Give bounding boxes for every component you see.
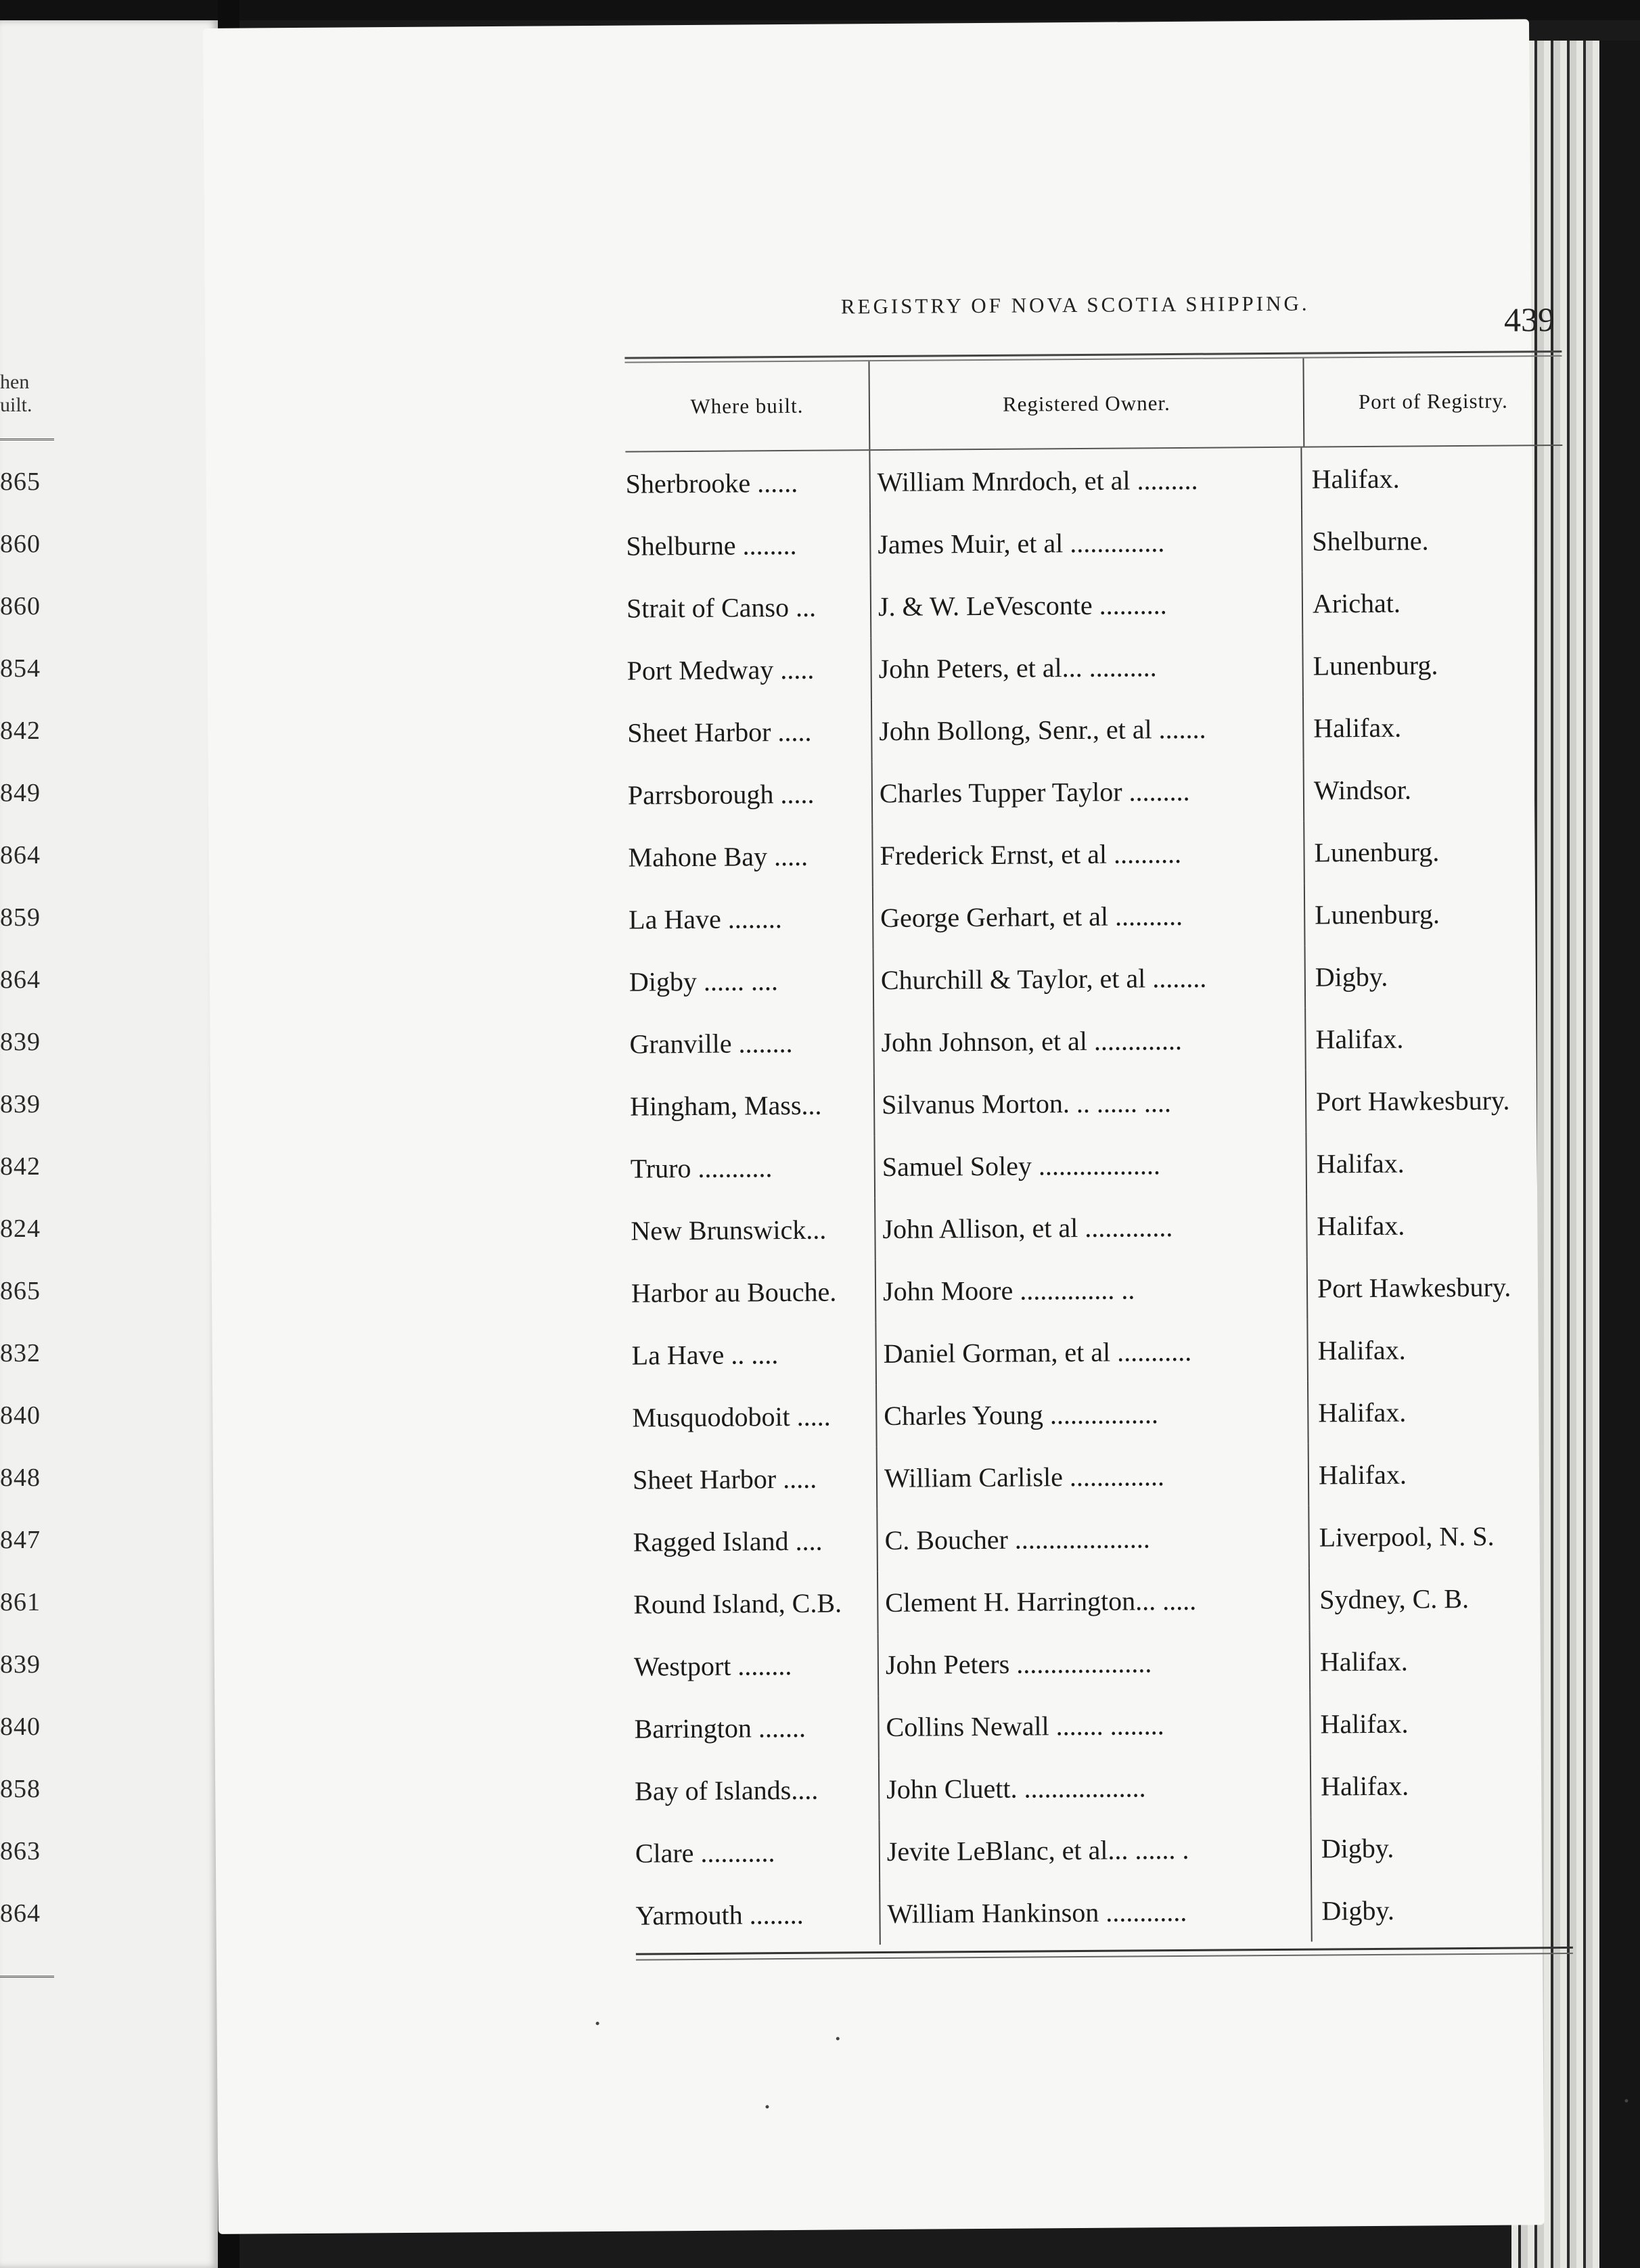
left-year-fragment: 864 — [0, 1899, 41, 1928]
cell-registered-owner: Charles Young ................ — [875, 1382, 1309, 1447]
cell-port-of-registry: Windsor. — [1313, 774, 1412, 806]
table-row — [633, 1442, 1570, 1511]
left-header-line: hen — [0, 371, 30, 393]
table-row — [633, 1566, 1571, 1635]
table-row — [634, 1629, 1572, 1698]
cell-port-of-registry: Halifax. — [1317, 1334, 1406, 1366]
left-header-fragment — [0, 371, 32, 417]
left-year-fragment: 842 — [0, 1152, 41, 1181]
cell-registered-owner: John Moore .............. .. — [875, 1257, 1308, 1322]
cell-registered-owner: Daniel Gorman, et al ........... — [875, 1319, 1308, 1384]
cell-registered-owner: John Cluett. .................. — [878, 1755, 1312, 1820]
cell-port-of-registry: Halifax. — [1320, 1708, 1409, 1740]
table-row — [628, 757, 1566, 826]
cell-registered-owner: Clement H. Harrington... ..... — [877, 1568, 1311, 1633]
cell-port-of-registry: Halifax. — [1311, 463, 1400, 495]
cell-port-of-registry: Port Hawkesbury. — [1317, 1271, 1511, 1304]
cell-where-built: Musquodoboit ..... — [632, 1401, 831, 1433]
header-where-built: Where built. — [690, 393, 804, 418]
left-year-fragment: 864 — [0, 966, 41, 994]
cell-registered-owner: James Muir, et al .............. — [869, 510, 1303, 575]
cell-port-of-registry: Digby. — [1315, 961, 1388, 993]
cell-port-of-registry: Digby. — [1321, 1832, 1394, 1864]
cell-port-of-registry: Liverpool, N. S. — [1319, 1520, 1495, 1553]
table-row — [631, 1317, 1569, 1386]
cell-where-built: Hingham, Mass... — [629, 1089, 822, 1122]
left-year-fragment: 848 — [0, 1464, 41, 1492]
table-row — [630, 1068, 1568, 1137]
cell-registered-owner: George Gerhart, et al .......... — [872, 884, 1306, 949]
cell-port-of-registry: Halifax. — [1321, 1770, 1409, 1802]
table-row — [632, 1380, 1570, 1449]
cell-port-of-registry: Lunenburg. — [1315, 898, 1440, 930]
cell-where-built: Shelburne ........ — [626, 529, 797, 562]
registry-table — [624, 350, 1573, 1961]
cell-registered-owner: Collins Newall ....... ........ — [878, 1693, 1311, 1758]
cell-registered-owner: Jevite LeBlanc, et al... ...... . — [879, 1817, 1313, 1882]
table-row — [629, 882, 1566, 951]
cell-port-of-registry: Halifax. — [1316, 1148, 1405, 1179]
cell-port-of-registry: Arichat. — [1312, 587, 1401, 619]
left-year-fragment: 842 — [0, 717, 41, 745]
cell-port-of-registry: Port Hawkesbury. — [1315, 1085, 1510, 1117]
cell-where-built: New Brunswick... — [631, 1214, 827, 1246]
cell-where-built: Clare ........... — [635, 1836, 775, 1869]
left-year-fragment: 840 — [0, 1401, 41, 1430]
cell-where-built: Bay of Islands.... — [635, 1774, 819, 1807]
cell-where-built: La Have .. .... — [631, 1338, 779, 1371]
cell-port-of-registry: Shelburne. — [1312, 524, 1429, 557]
cell-registered-owner: William Hankinson ............ — [879, 1880, 1313, 1945]
table-row — [626, 508, 1564, 577]
cell-registered-owner: J. & W. LeVesconte .......... — [870, 572, 1304, 637]
cell-port-of-registry: Halifax. — [1318, 1459, 1407, 1491]
table-body — [625, 446, 1572, 1947]
cell-registered-owner: Churchill & Taylor, et al ........ — [873, 946, 1306, 1011]
cell-where-built: Sherbrooke ...... — [625, 467, 798, 499]
left-year-fragment: 861 — [0, 1588, 41, 1616]
cell-port-of-registry: Halifax. — [1319, 1646, 1408, 1677]
cell-where-built: Digby ...... .... — [629, 965, 779, 997]
table-row — [627, 570, 1564, 639]
cell-registered-owner: Samuel Soley .................. — [873, 1133, 1307, 1198]
cell-port-of-registry: Sydney, C. B. — [1319, 1583, 1470, 1615]
left-year-fragment: 865 — [0, 1277, 41, 1305]
cell-port-of-registry: Digby. — [1321, 1895, 1395, 1926]
paper-specks — [203, 19, 1529, 28]
table-row — [634, 1691, 1572, 1760]
cell-port-of-registry: Halifax. — [1317, 1210, 1405, 1242]
table-row — [633, 1504, 1570, 1573]
header-registered-owner: Registered Owner. — [868, 359, 1304, 449]
cell-registered-owner: John Peters .................... — [878, 1631, 1311, 1696]
table-row — [627, 633, 1564, 702]
cell-where-built: Port Medway ..... — [627, 654, 815, 686]
table-row — [629, 944, 1567, 1013]
cell-where-built: Granville ........ — [629, 1027, 793, 1060]
left-year-fragment: 839 — [0, 1028, 41, 1056]
left-rule-bottom — [0, 1976, 54, 1978]
cell-where-built: Yarmouth ........ — [635, 1899, 804, 1931]
left-year-fragment: 859 — [0, 903, 41, 932]
table-row — [629, 1006, 1567, 1075]
cell-port-of-registry: Halifax. — [1313, 712, 1402, 744]
cell-where-built: La Have ........ — [629, 903, 782, 935]
cell-where-built: Sheet Harbor ..... — [627, 716, 812, 748]
table-row — [630, 1131, 1568, 1200]
cell-where-built: Harbor au Bouche. — [631, 1276, 837, 1309]
table-row — [631, 1255, 1569, 1324]
cell-where-built: Barrington ....... — [634, 1712, 806, 1744]
table-header — [624, 357, 1562, 453]
left-year-fragment: 849 — [0, 779, 41, 807]
left-year-fragment: 839 — [0, 1650, 41, 1679]
left-year-fragment: 839 — [0, 1090, 41, 1118]
cell-where-built: Round Island, C.B. — [633, 1587, 842, 1620]
left-header-line: uilt. — [0, 394, 32, 416]
cell-port-of-registry: Lunenburg. — [1313, 649, 1438, 681]
left-year-fragment: 854 — [0, 654, 41, 683]
table-row — [635, 1815, 1573, 1884]
cell-port-of-registry: Halifax. — [1318, 1397, 1407, 1428]
cell-where-built: Parrsborough ..... — [627, 778, 815, 811]
header-port-of-registry: Port of Registry. — [1358, 388, 1508, 414]
main-page — [203, 19, 1555, 2234]
table-row — [635, 1878, 1573, 1947]
left-year-fragment: 840 — [0, 1713, 41, 1741]
left-year-fragment: 865 — [0, 468, 41, 496]
cell-registered-owner: C. Boucher .................... — [876, 1506, 1310, 1571]
cell-where-built: Sheet Harbor ..... — [632, 1463, 817, 1495]
table-row — [635, 1753, 1572, 1822]
page-number: 439 — [1503, 300, 1555, 339]
left-rule-top — [0, 438, 54, 440]
table-row — [631, 1193, 1568, 1262]
left-year-fragment: 858 — [0, 1775, 41, 1803]
cell-where-built: Westport ........ — [633, 1650, 792, 1682]
left-year-fragment: 864 — [0, 841, 41, 869]
cell-port-of-registry: Halifax. — [1315, 1023, 1404, 1055]
left-year-fragment: 824 — [0, 1215, 41, 1243]
cell-where-built: Truro ........... — [630, 1152, 773, 1184]
left-year-fragment: 860 — [0, 592, 41, 620]
cell-registered-owner: William Mnrdoch, et al ......... — [869, 448, 1302, 513]
cell-registered-owner: Charles Tupper Taylor ......... — [871, 759, 1305, 824]
cell-where-built: Mahone Bay ..... — [628, 840, 808, 873]
cell-where-built: Ragged Island .... — [633, 1525, 823, 1558]
cell-registered-owner: John Bollong, Senr., et al ....... — [871, 697, 1304, 762]
left-year-fragment: 863 — [0, 1837, 41, 1865]
cell-registered-owner: Frederick Ernst, et al .......... — [871, 821, 1305, 886]
running-head: REGISTRY OF NOVA SCOTIA SHIPPING. — [840, 291, 1310, 319]
left-year-fragment: 847 — [0, 1526, 41, 1554]
cell-registered-owner: Silvanus Morton. .. ...... .... — [873, 1070, 1307, 1135]
cell-registered-owner: John Peters, et al... .......... — [870, 635, 1304, 700]
cell-registered-owner: John Johnson, et al ............. — [873, 1008, 1306, 1073]
scan-border-top — [0, 0, 1640, 20]
table-row — [627, 695, 1565, 764]
table-row — [625, 446, 1563, 515]
cell-where-built: Strait of Canso ... — [626, 591, 817, 624]
cell-registered-owner: John Allison, et al ............. — [874, 1195, 1308, 1260]
cell-registered-owner: William Carlisle .............. — [876, 1444, 1310, 1509]
cell-port-of-registry: Lunenburg. — [1314, 836, 1440, 868]
left-year-fragment: 832 — [0, 1339, 41, 1367]
left-page-fragment — [0, 20, 218, 2268]
left-year-fragment: 860 — [0, 530, 41, 558]
table-row — [628, 819, 1566, 888]
table-bottom-rule — [636, 1947, 1573, 1961]
